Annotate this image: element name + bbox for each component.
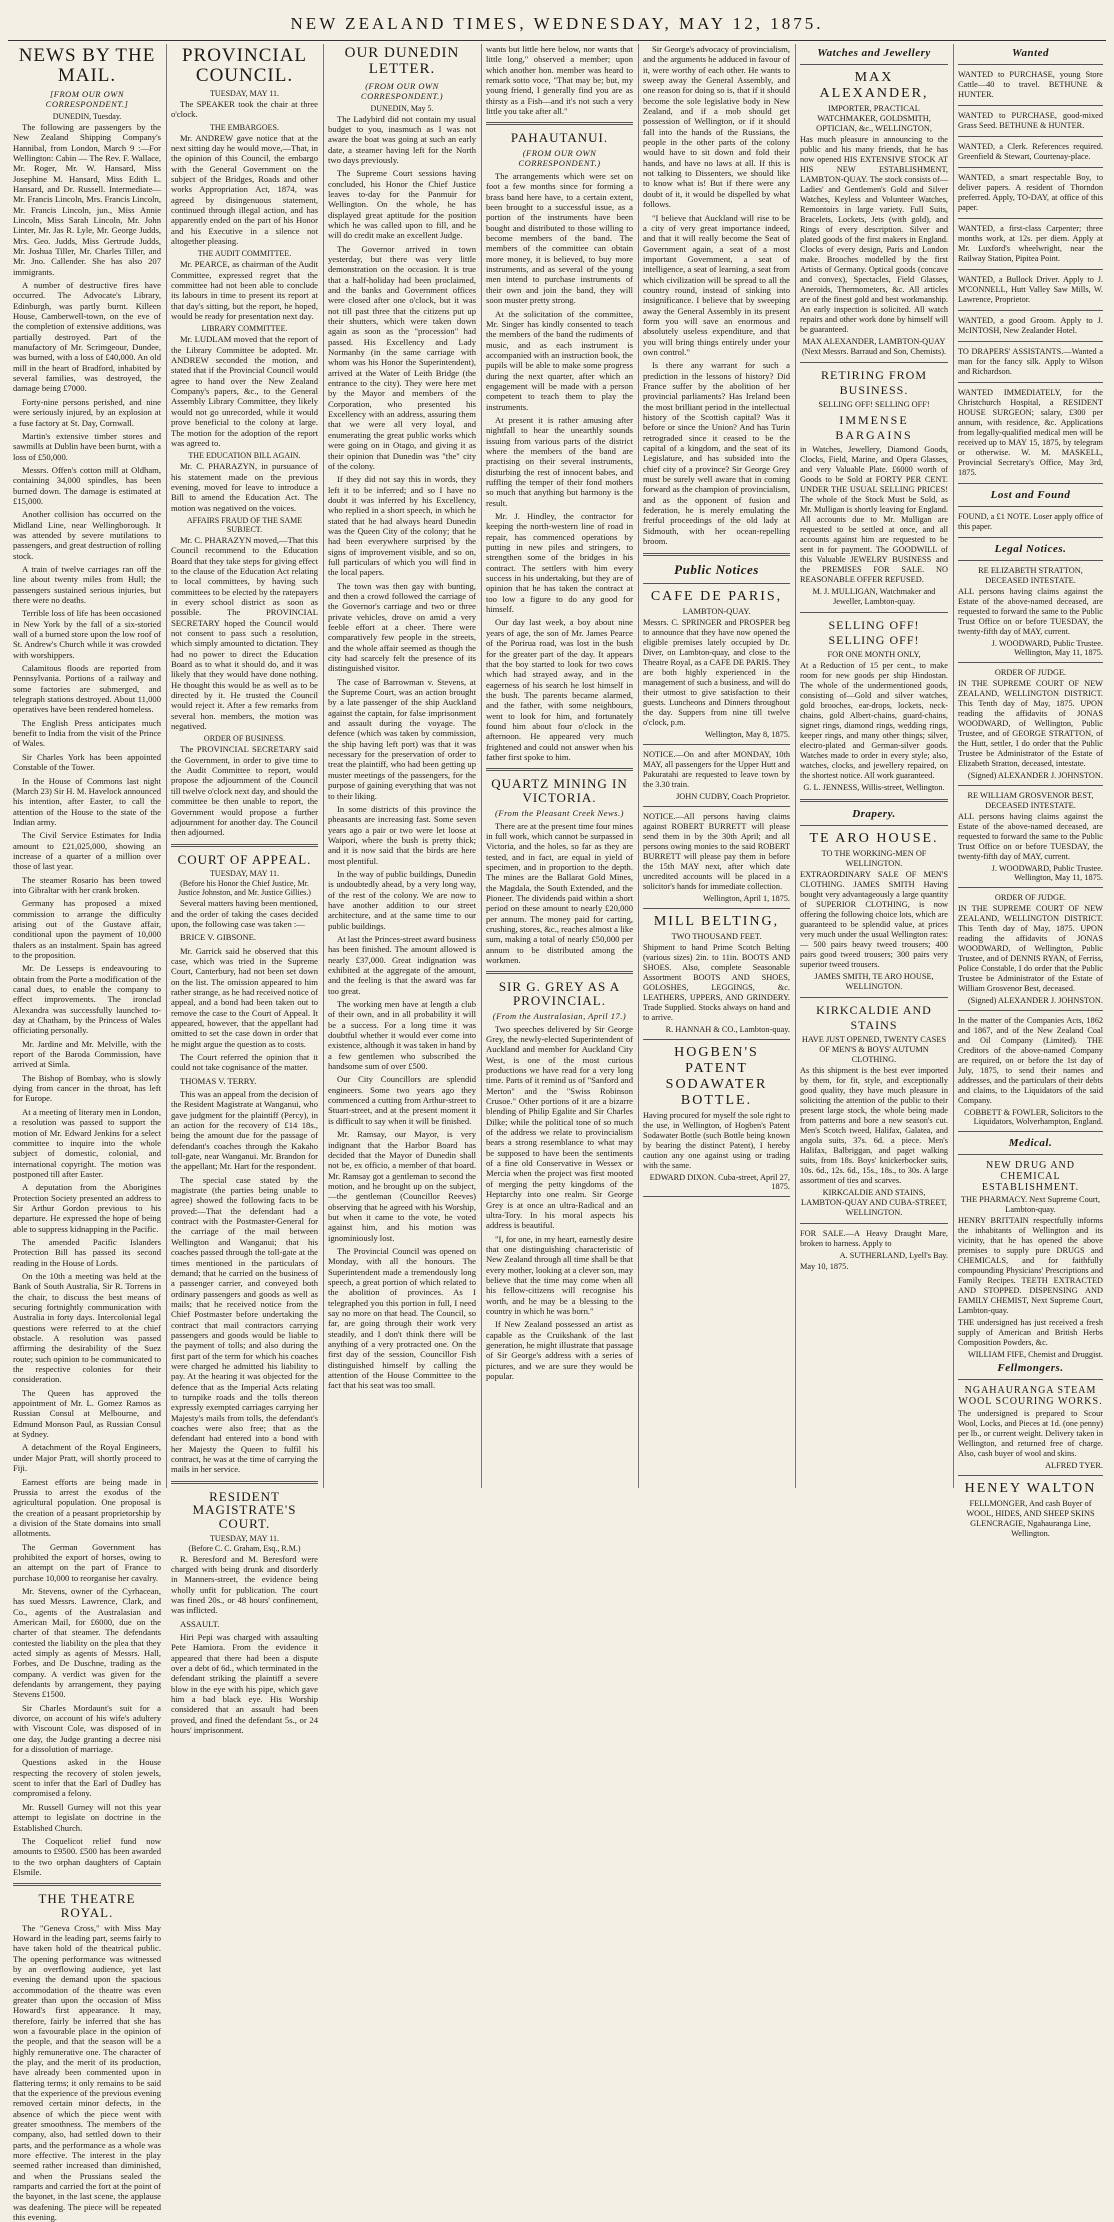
news-paragraph: Another collision has occurred on the Midland Line, near Wellingborough. It was attended by severe mutilations to passengers, and great destruction of rolling stock. (13, 509, 161, 561)
masthead-title: NEW ZEALAND TIMES, WEDNESDAY, MAY 12, 1875. (0, 14, 1114, 34)
council-paragraph: The PROVINCIAL SECRETARY said the Government, in order to give time to the Audit Committee to report, would propose the adjournment of the Council till twelve o'clock next day, and should the committee be then unable to report, the Government would propose a further adjournment for another day. The Council then adjourned. (171, 744, 318, 837)
notice-text: Having procured for myself the sole right to the use, in Wellington, of Hogben's Patent Sodawater Bottle (such Bottle being known by bearing the distinct Patent), I hereby caution any one against using or trading with the same. (643, 1111, 790, 1171)
section-rule (800, 799, 948, 802)
grey-continued (643, 44, 790, 547)
ad-rule (958, 1475, 1103, 1476)
news-paragraph: Mr. Stevens, owner of the Cyrhacean, has sued Messrs. Lawrence, Clark, and Co., agents of the Australasian and American Mail, for £6000, due on the charter of that steamer. The defendants contested the liability on the plea that they acted simply as agents of Messrs. Hall, Forbes, and De Duschne, trading as the company. A verdict was given for the defendants by arrangement, they paying Stevens £1500. (13, 1586, 161, 1700)
news-paragraph: At a meeting of literary men in London, a resolution was passed to support the motion of Mr. Edward Jenkins for a select committee to inquire into the whole subject of domestic, colonial, and international copyright. The motion was postponed till after Easter. (13, 1107, 161, 1179)
grey-source: (From the Australasian, April 17.) (486, 1011, 633, 1021)
news-paragraph: The Bishop of Bombay, who is slowly dying from cancer in the throat, has left for Europe. (13, 1073, 161, 1104)
kirk-sub: HAVE JUST OPENED, TWENTY CASES OF MEN'S & BOYS' AUTUMN CLOTHING. (800, 1035, 948, 1065)
victoria-title: QUARTZ MINING IN VICTORIA. (486, 777, 633, 804)
dunedin-paragraph: The Governor arrived in town yesterday, but there was very little demonstration on the occasion. It is true that a half-holiday had been proclaimed, and the banks and Government offices were closed after one o'clock, but it was not till past three that the citizens put up their shutters, which were taken down again as soon as the "procession" had passed. His Excellency and Lady Normanby (in the same carriage with whom was his Honor the Superintendent), arrived at the Water of Leith Bridge (the entrance to the city). They were here met by the Mayor and members of the Corporation, who presented his Excellency with an address, assuring them that we were all very loyal, and enumerating the great public works which were going on in Otago, and giving it as their opinion that Dunedin was "the" city of the colony. (328, 244, 476, 472)
section-rule (171, 844, 318, 847)
ad-rule (958, 887, 1103, 888)
footer-date: May 10, 1875. (800, 1262, 948, 1272)
kirk-head: KIRKCALDIE AND STAINS (800, 1003, 948, 1033)
legal-text: IN THE SUPREME COURT OF NEW ZEALAND, WELLINGTON DISTRICT. This Tenth day of May, 1875. UPON reading the affidavits of JONAS WOODWARD, of Wellington, Public Trustee, and of GEORGE STRATTON, of the Hutt, settler, I do order that the Public Trustee be Administrator of the Estate of Elizabeth Stratton, deceased, intestate. (958, 679, 1103, 769)
appeal-body (171, 898, 318, 1475)
pahautanui-paragraph: At the solicitation of the committee, Mr. Singer has kindly consented to teach the members of the band the rudiments of music, and as each instrument is accompanied with an instruction book, the pupils will be able to make some progress during the next quarter, after which an engagement will be made with a person competent to teach them to play the instruments. (486, 309, 633, 412)
alexander-sig: MAX ALEXANDER, LAMBTON-QUAY (Next Messrs. Barraud and Son, Chemists). (800, 337, 948, 357)
retiring-big: IMMENSE BARGAINS (800, 413, 948, 443)
wanted-ad: WANTED, a Bullock Driver. Apply to J. M'CONNELL, Hutt Valley Saw Mills, W. Lawrence, Proprietor. (958, 275, 1103, 305)
appeal-paragraph: The special case stated by the magistrate (the parties being unable to agree) showed the following facts to be proved:—That the defendant had a contract with the Postmaster-General for the carriage of the mail between Wellington and Wanganui; that his coaches passed through the toll-gate at the times mentioned in the particulars of demand; that he carried on the business of a passenger carrier, and conveyed both ordinary passengers and goods as well as mails; that he received notice from the Chief Postmaster before undertaking the contract that mail contractors carrying passengers and goods would be liable to the payment of tolls; and also during the first part of the term for which his coaches were charged he admitted his liability to pay. At the hearing it was objected for the defence that as the Imperial Acts relating to turnpike roads and the tolls thereon expressly exempted carriages carrying her Majesty's mails from tolls, the defendant's coaches were also free; that as the defendant had entered into a bond with her Majesty the Queen to fulfil his contract, he was at the time of carrying the mails in her service. (171, 1175, 318, 1475)
legal-list (958, 566, 1103, 1132)
dunedin-paragraph: The Ladybird did not contain my usual budget to you, inasmuch as I was not aware the boat was going at such an early date, a steamer having left for the North two days previously. (328, 114, 476, 166)
appeal-paragraph: This was an appeal from the decision of the Resident Magistrate at Wanganui, who gave judgment for the plaintiff (Percy), in an action for the recovery of £14 18s., being the amount due for the passage of defendant's coaches through the Kakaho toll-gate, near Wanganui. Mr. Brandon for the appellant; Mr. Hart for the respondent. (171, 1089, 318, 1172)
section-rule (486, 768, 633, 771)
council-paragraph: Mr. PEARCE, as chairman of the Audit Committee, expressed regret that the committee had not been able to conclude its labours in time to present its report at that day's sitting, but the report, he hoped, would be ready for presentation next day. (171, 259, 318, 321)
appeal-title: COURT OF APPEAL. (171, 853, 318, 867)
council-section-head: LIBRARY COMMITTEE. (171, 324, 318, 333)
ad-rule (800, 612, 948, 613)
dunedin-paragraph: In some districts of this province the pheasants are increasing fast. Some seven years ago a pair or two were let loose at Waipori, where the bush is pretty thick; and it is now said that the birds are here most plentiful. (328, 804, 476, 866)
ad-rule (958, 382, 1103, 383)
theatre-body (13, 1923, 161, 2222)
fell-title: Fellmongers. (958, 1362, 1103, 1374)
dunedin-paragraph: The case of Barrowman v. Stevens, at the Supreme Court, was an action brought by a late passenger of the ship Auckland against the captain, for false imprisonment and assault during the voyage. The defence (which was taken by commission, the ship having left port) was that it was necessary for the preservation of order to treat the plaintiff, who had been getting up muster meetings of the passengers, for the purpose of gaining everything that was not to their liking. (328, 677, 476, 801)
wanted-title: Wanted (958, 47, 1103, 59)
legal-head: RE WILLIAM GROSVENOR BEST, DECEASED INTESTATE. (958, 791, 1103, 811)
dunedin-paragraph: Our City Councillors are splendid engineers. Some two years ago they commenced a cutting from Arthur-street to Stuart-street, and at the present moment it is difficult to say when it will be finished. (328, 1074, 476, 1126)
theatre-paragraph: The "Geneva Cross," with Miss May Howard in the leading part, seems fairly to have taken hold of the theatrical public. The opening performance was witnessed by an overflowing audience, yet last evening the demand upon the spacious accommodation of the theatre was even greater than upon the occasion of Miss Howard's first appearance. It may, therefore, fairly be inferred that she has won a favourable place in the opinion of the people, and that the season will be a highly remunerative one. The character of the play, and the merit of its production, have already been commented upon in flattering terms; it only remains to be said that the experience of the previous evening removed certain minor defects, in the absence of which the piece went with greater smoothness. The members of the company, also, had settled down to their parts, and the performance as a whole was more effective. The interest in the play seemed rather increased than diminished, and when the Prussians sealed the ramparts and carried the fort at the point of the bayonet, in the last scene, the applause was deafening. The piece will be repeated this evening. (13, 1923, 161, 2222)
news-paragraph: The amended Pacific Islanders Protection Bill has passed its second reading in the House of Lords. (13, 1237, 161, 1268)
walton-head: HENEY WALTON (958, 1481, 1103, 1497)
council-opening: The SPEAKER took the chair at three o'clock. (171, 99, 318, 120)
walton-text: FELLMONGER, And cash Buyer of WOOL, HIDES, AND SHEEP SKINS GLENCRAGIE, Ngahauranga Line, Wellington. (958, 1499, 1103, 1539)
pahautanui-body (486, 171, 633, 762)
legal-sig: (Signed) ALEXANDER J. JOHNSTON. (958, 996, 1103, 1005)
council-paragraph: Mr. C. PHARAZYN moved,—That this Council recommend to the Education Board that they take steps for giving effect to the clause of the Education Act relating to local committees, by having such committees to be elected by the ratepayers in every school district as soon as possible. The PROVINCIAL SECRETARY hoped the Council would not consent to pass such a resolution, which simply amounted to dictation. They had no power to direct the Education Board as to what it should do, and it was likely that they would have done nothing. He thought this would be as well as to be directed by it. He trusted the Council would reject it. After a few remarks from several hon. members, the motion was negatived. (171, 535, 318, 732)
section-rule (486, 971, 633, 974)
appeal-paragraph: BRICE V. GIBSONE. (171, 932, 318, 942)
council-dateline: TUESDAY, MAY 11. (171, 89, 318, 98)
council-section-head: THE EMBARGOES. (171, 123, 318, 132)
news-paragraph: Questions asked in the House respecting the recovery of stolen jewels, scent to infer that the Earl of Dudley has compromised a felony. (13, 1757, 161, 1798)
news-paragraph: The Civil Service Estimates for India amount to £21,025,000, showing an increase of a quarter of a million over those of last year. (13, 830, 161, 871)
section-rule (486, 122, 633, 125)
news-paragraph: The Queen has approved the appointment of Mr. L. Gomez Ramos as Russian Consul at Melbourne, and Edmund Monson Paul, as Russian Consul at Sydney. (13, 1388, 161, 1440)
grey-paragraph: If New Zealand possessed an artist as capable as the Cruikshank of the last generation, he might illustrate that passage of Sir George's address with a series of pictures, and we are sure they would be popular. (486, 1319, 633, 1381)
council-section-body (171, 744, 318, 837)
legal-sig: J. WOODWARD, Public Trustee. Wellington, May 11, 1875. (958, 864, 1103, 882)
medical-text: HENRY BRITTAIN respectfully informs the inhabitants of Wellington and its vicinity, that he has opened the above premises to supply pure DRUGS and CHEMICALS, and for faithfully compounding Physicians' Prescriptions and Family Recipes. TEETH EXTRACTED AND STOPPED. DISPENSING AND FAMILY CHEMIST, Next Supreme Court, Lambton-quay. (958, 1216, 1103, 1316)
dunedin-paragraph: In the way of public buildings, Dunedin is undoubtedly ahead, by a very long way, of the rest of the colony. We are now to have another addition to our street architecture, and at the same time to our public buildings. (328, 869, 476, 931)
victoria-body (486, 821, 633, 966)
column-dunedin-letter (323, 44, 481, 1488)
medical-sub: THE PHARMACY. Next Supreme Court, Lambton-quay. (958, 1195, 1103, 1215)
grey-continued-paragraph: Is there any warrant for such a prediction in the lessons of history? Did France suffer by the abolition of her provincial parliaments? Has Ireland been the most brilliant period in the intellectual history of the Scottish capital? Was it before or since the Union? And has Turin retrograded since it ceased to be the capital of a kingdom, and the seat of its Legislature, and has subsided into the chief city of a province? Sir George Grey must be surely well aware that in coming forward as the champion of provincialism, and as the opponent of fusion and federation, he is merely emulating the fretful proceedings of the old lady at Sidmouth, with her ocean-repelling broom. (643, 360, 790, 546)
section-rule (958, 560, 1103, 561)
notice-sig: Wellington, April 1, 1875. (643, 894, 790, 903)
resident-date: TUESDAY, MAY 11. (171, 1534, 318, 1543)
resident-paragraph: R. Beresford and M. Beresford were charged with being drunk and disorderly in Manners-street, the evidence being wholly unfit for publication. The court was fined 20s., or 48 hours' confinement, was inflicted. (171, 1554, 318, 1616)
resident-bench: (Before C. C. Graham, Esq., R.M.) (171, 1544, 318, 1553)
ad-rule (800, 362, 948, 363)
news-paragraph: Mr. Russell Gurney will not this year attempt to legislate on doctrine in the Established Church. (13, 1802, 161, 1833)
notice-head: CAFE DE PARIS, (643, 589, 790, 605)
council-paragraph: Mr. C. PHARAZYN, in pursuance of his statement made on the previous evening, moved for leave to introduce a Bill to amend the Education Act. The motion was negatived on the voices. (171, 461, 318, 513)
news-paragraph: The English Press anticipates much benefit to India from the visit of the Prince of Wales. (13, 718, 161, 749)
council-paragraph: Mr. LUDLAM moved that the report of the Library Committee be adopted. Mr. ANDREW seconded the motion, and stated that if the Provincial Council would agree to hand over the New Zealand Company's papers, &c., to the General Assembly Library Committee, they likely would not go unrecorded, while it would prove beneficial to the colony at large. The motion for the adoption of the report was agreed to. (171, 334, 318, 448)
watches-title: Watches and Jewellery (800, 47, 948, 59)
council-paragraph: Mr. ANDREW gave notice that at the next sitting day he would move,—That, in the opinion of this Council, the embargo with the General Government on the subject of the Bridges, Roads and other works Appropriation Act, 1874, was agreed by disingenuous statement, continued through illegal action, and has apparently ended on the part of his Honor and his Executive in a silence not altogether pleasing. (171, 133, 318, 247)
section-rule (643, 583, 790, 584)
dunedin-paragraph: Mr. Ramsay, our Mayor, is very indignant that the Harbor Board has decided that the Mayor of Dunedin shall not be, ex officio, a member of that board. Mr. Ramsay got a gentleman to second the motion, and he brought up on the subject,—the gentleman (Councillor Reeves) observing that he agreed with his Worship, but when it came to the vote, he voted against him, and his motion was ignominiously lost. (328, 1129, 476, 1243)
medical-text2: THE undersigned has just received a fresh supply of American and British Herbs Composition Powders, &c. (958, 1318, 1103, 1348)
appeal-paragraph: Mr. Garrick said he observed that this case, which was tried in the Supreme Court, Canterbury, had not been set down on the list. The omission appeared to him rather strange, as he had received notice of appeal, and a bond had been taken out to remove the case to the Court of Appeal. It appeared, however, that the appellant had omitted to set the case down in order that he might argue the question as to costs. (171, 946, 318, 1049)
theatre-title: THE THEATRE ROYAL. (13, 1892, 161, 1919)
wanted-ad: WANTED, a smart respectable Boy, to deliver papers. A resident of Thorndon preferred. Apply, TO-DAY, at office of this paper. (958, 173, 1103, 213)
sale-sig: A. SUTHERLAND, Lyell's Bay. (800, 1251, 948, 1260)
news-title: NEWS BY THE MAIL. (13, 46, 161, 86)
wanted-ad: WANTED, a Clerk. References required. Greenfield & Stewart, Courtenay-place. (958, 142, 1103, 162)
legal-sig: (Signed) ALEXANDER J. JOHNSTON. (958, 771, 1103, 780)
notice-text: NOTICE.—On and after MONDAY, 10th MAY, all passengers for the Upper Hutt and Pakuratahi are requested to leave town by the 3.30 train. (643, 750, 790, 790)
resident-paragraph: Hiri Pepi was charged with assaulting Pete Hamiora. From the evidence it appeared that there had been a dispute over a debt of 6d., which terminated in the defendant striking the plaintiff a severe blow in the eye with his pipe, which gave him a bad black eye. His Worship considered that an assault had been proved, and fined the defendant 5s., or 24 hours' imprisonment. (171, 1632, 318, 1735)
wanted-ad: WANTED to PURCHASE, young Store Cattle—40 to travel. BETHUNE & HUNTER. (958, 70, 1103, 100)
selling-head: SELLING OFF! SELLING OFF! (800, 618, 948, 648)
aro-text: EXTRAORDINARY SALE OF MEN'S CLOTHING. JAMES SMITH Having bought very advantageously a large quantity of SUPERIOR CLOTHING, is now offering the following choice lots, which are guaranteed to be splendid value, at prices very much under the usual Wellington rates:— 500 pairs heavy tweed trousers; 400 pairs good tweed trousers; 300 pairs very superior tweed trousers. (800, 870, 948, 970)
grey-paragraph: Two speeches delivered by Sir George Grey, the newly-elected Superintendent of Auckland and member for Auckland City West, is one of the most curious productions we have read for a very long time. Parts of it remind us of "Sanford and Merton" and the "Swiss Robinson Crusoe." Other portions of it are a bizarre blending of Philip Egalite and Sir Charles Dilke; while the political tone of so much of the address we relate to provincialism bears a strong resemblance to what may be supposed to have been the sentiments of a fine old Conservative in Wessex or Mercia when the project was first mooted of merging the petty kingdoms of the Heptarchy into one realm. Sir George Grey is at once an ultra-Radical and an ultra-Tory. In his moral aspects his address is beautiful. (486, 1024, 633, 1231)
news-paragraph: The following are passengers by the New Zealand Shipping Company's Hannibal, from London, March 9 :—For Wellington: Cabin — The Rev. F. Wallace, Mr. Roger, Mr. W. Hansard, Miss Josephine M. Hansard, Miss Edith L. Hansard, and Dr. Russell. Intermediate—Mr. Francis Lincoln, Mrs. Francis Lincoln, Mr. Francis Lincoln, jun., Miss Annie Lincoln, Miss Sarah Lincoln, Mr. John Linter, Mr. Jas R. Lyle, Mr. George Judds, Mrs. Geo. Judds, Miss Gertrude Judds, Mr. Joshua Tiller, Mr. Charles Tiller, and Mr. Jno. Callender. She has also 207 immigrants. (13, 122, 161, 277)
section-rule (958, 1379, 1103, 1380)
retiring-sub: SELLING OFF! SELLING OFF! (800, 400, 948, 410)
ad-rule (643, 1039, 790, 1040)
legal-title: Legal Notices. (958, 543, 1103, 555)
news-paragraph: Mr. Jardine and Mr. Melville, with the report of the Baroda Commission, have arrived at Simla. (13, 1039, 161, 1070)
pahautanui-paragraph: The arrangements which were set on foot a few months since for forming a brass band here have, to a certain extent, been brought to a successful issue, as a portion of the instruments have been bought and distributed to those willing to become members of the band. The members of the committee can obtain more money, it is believed, to buy more instruments, and as several of the young men intend to purchase instruments of their own and join the band, they will soon muster pretty strong. (486, 171, 633, 305)
news-paragraph: Germany has proposed a mixed commission to arrange the difficulty arising out of the Gustave affair, conditional upon the payment of 10,000 thalers as an instalment. Spain has agreed to the proposition. (13, 898, 161, 960)
pahautanui-paragraph: Our day last week, a boy about nine years of age, the son of Mr. James Pearce of the Porirua road, was lost in the bush for the greater part of the day. It appears that the boy started to look for two cows which had strayed away, and in the eagerness of his search he lost himself in the bush. The parents became alarmed, and the father, with some neighbours, went to look for him, and fortunately found him about four o'clock in the afternoon. He appeared very much frightened and could not answer when his father first spoke to him. (486, 617, 633, 762)
dunedin-paragraph: The Provincial Council was opened on Monday, with all the honours. The Superintendent made a tremendously long speech, a great portion of which related to the abolition of provinces. As I telegraphed you this portion in full, I need say no more on that head. The Council, so far, are going through their work very steadily, and I don't think there will be anything of a very protracted one. On the first day of the session, Councillor Fish distinguished himself by calling the attention of the House Committee to the fact that his seat was too small. (328, 1246, 476, 1391)
notice-text: Messrs. C. SPRINGER and PROSPER beg to announce that they have now opened the eligible premises lately occupied by Dr. Diver, on Lambton-quay, and close to the Theatre Royal, as a CAFE DE PARIS. They are both highly experienced in the management of such a business, and will do their utmost to give satisfaction to their guests. Luncheons and Dinners throughout the day. Suppers from nine till twelve o'clock, p.m. (643, 618, 790, 728)
wanted-ad: WANTED, a first-class Carpenter; three months work, at 12s. per diem. Apply at Mr. Luxford's wheelwright, near the Railway Station, Pipitea Point. (958, 224, 1103, 264)
notice-sub: TWO THOUSAND FEET. (643, 932, 790, 942)
dunedin-title: OUR DUNEDIN LETTER. (328, 46, 476, 78)
retiring-sig: M. J. MULLIGAN, Watchmaker and Jeweller, Lambton-quay. (800, 587, 948, 607)
dunedin-paragraph: The working men have at length a club of their own, and in all probability it will be a success. For a long time it was doubtful whether it would ever come into existence, although it was taken in hand by a few gentlemen who subscribed the handsome sum of over £500. (328, 999, 476, 1071)
news-paragraph: Terrible loss of life has been occasioned in New York by the fall of a six-storied wall of a burned store upon the low roof of St. Andrew's Church while it was crowded with worshippers. (13, 608, 161, 660)
news-paragraph: A train of twelve carriages ran off the line about twenty miles from Hull; the passengers sustained serious injuries, but there were no deaths. (13, 564, 161, 605)
pahautanui-source: (FROM OUR OWN CORRESPONDENT.) (486, 148, 633, 168)
medical-head: NEW DRUG AND CHEMICAL ESTABLISHMENT. (958, 1160, 1103, 1193)
dunedin-paragraph: At last the Princes-street award business has been finished. The amount allowed is nearly £37,000. Great indignation was exhibited at the aggregate of the amount, and the feeling is that the award was far too great. (328, 934, 476, 996)
news-paragraph: The steamer Rosario has been towed into Gibraltar with her crank broken. (13, 875, 161, 896)
column-news-by-mail (8, 44, 166, 1488)
appeal-paragraph: The Court referred the opinion that it could not take cognisance of the matter. (171, 1052, 318, 1073)
grey-paragraph: "I, for one, in my heart, earnestly desire that one distinguishing characteristic of New Zealand through all time shall be that every mother, looking at a clever son, may believe that the time may come when all his fellow-citizens will recognise his worth, and he may be a blessing to the country in which he was born." (486, 1234, 633, 1317)
ad-rule (958, 1010, 1103, 1011)
wanted-ad: WANTED IMMEDIATELY, for the Christchurch Hospital, a RESIDENT HOUSE SURGEON; salary, £300 per annum, with residence, &c. Applications from legally-qualified medical men will be received up to MAY 15, 1875, by telegram or otherwise. W. M. MASKELL, Provincial Secretary's Office, May 3rd, 1875. (958, 388, 1103, 478)
council-title: PROVINCIAL COUNCIL. (171, 46, 318, 86)
alexander-sub: IMPORTER, PRACTICAL WATCHMAKER, GOLDSMITH, OPTICIAN, &c., WELLINGTON, (800, 104, 948, 134)
grey-title: SIR G. GREY AS A PROVINCIAL. (486, 980, 633, 1007)
alexander-head: MAX ALEXANDER, (800, 70, 948, 102)
column-pahautanui (481, 44, 638, 1488)
legal-text: IN THE SUPREME COURT OF NEW ZEALAND, WELLINGTON DISTRICT. This Tenth day of May, 1875. UPON reading the affidavits of JONAS WOODWARD, of Wellington, Public Trustee, and of DENNIS RYAN, of Ferriss, Police Constable, I do order that the Public Trustee be Administrator of the Estate of William Grosvenor Best, deceased. (958, 904, 1103, 994)
continued-text: wants but little here below, nor wants that little long," observed a member; upon which another hon. member was heard to remark sotto voce, "That may be; but, my young friend, I generally find you are as thirsty as a Fish—and it's not such a very little you take after all." (486, 44, 633, 116)
column-watches-drapery (795, 44, 953, 1488)
council-section-head: ORDER OF BUSINESS. (171, 734, 318, 743)
council-section-head: AFFAIRS FRAUD OF THE SAME SUBJECT. (171, 516, 318, 534)
column-wanted-legal (953, 44, 1108, 1488)
masthead-rule (8, 40, 1106, 41)
notice-sig: Wellington, May 8, 1875. (643, 730, 790, 739)
ad-rule (958, 105, 1103, 106)
ad-rule (958, 218, 1103, 219)
news-paragraph: Mr. De Lesseps is endeavouring to obtain from the Porte a modification of the canal dues, to enable the company to effect improvements. The ironclad Alexandra was successfully launched to-day at Chatham, by the Princess of Wales officiating personally. (13, 963, 161, 1035)
kirk-sig: KIRKCALDIE AND STAINS, LAMBTON-QUAY AND CUBA-STREET, WELLINGTON. (800, 1188, 948, 1218)
pahautanui-title: PAHAUTANUI. (486, 131, 633, 145)
ad-rule (958, 341, 1103, 342)
ad-rule (958, 310, 1103, 311)
wanted-ad: WANTED to PURCHASE, good-mixed Grass Seed. BETHUNE & HUNTER. (958, 111, 1103, 131)
dunedin-source: (FROM OUR OWN CORRESPONDENT.) (328, 81, 476, 101)
ad-rule (958, 483, 1103, 484)
legal-text: ALL persons having claims against the Estate of the above-named deceased, are requested to forward the same to the Public Trust Office on or before TUESDAY, the twenty-fifth day of MAY, current. (958, 812, 1103, 862)
section-rule (958, 1154, 1103, 1155)
section-rule (171, 1481, 318, 1484)
wanted-ad: TO DRAPERS' ASSISTANTS.—Wanted a man for the fancy silk. Apply to Wilson and Richardson. (958, 347, 1103, 377)
ad-rule (958, 136, 1103, 137)
grey-body (486, 1024, 633, 1382)
resident-title: RESIDENT MAGISTRATE'S COURT. (171, 1490, 318, 1531)
news-paragraph: The Coquelicot relief fund now amounts to £9500. £500 has been awarded to the two orphan daughters of Captain Elsmile. (13, 1836, 161, 1877)
fell-text: The undersigned is prepared to Scour Wool, Locks, and Pieces at 1d. (one penny) per lb., or current weight. Delivery taken in Wellington, and returned free of charge. Also, cash buyer of wool and skins. (958, 1409, 1103, 1459)
notice-sig: EDWARD DIXON. Cuba-street, April 27, 1875. (643, 1173, 790, 1191)
section-rule (958, 506, 1103, 507)
column-provincial-council (166, 44, 323, 1488)
section-rule (800, 64, 948, 65)
appeal-paragraph: Several matters having been mentioned, and the order of taking the cases decided upon, the following case was taken :— (171, 898, 318, 929)
ad-rule (958, 1131, 1103, 1132)
grey-continued-paragraph: Sir George's advocacy of provincialism, and the arguments he adduced in favour of it, were worthy of each other. He wants to sweep away the General Assembly, and one reason for doing so is, that if it should become the sole legislative body in New Zealand, and if a mob should get possession of Wellington, or if it should fall into the hands of the Russians, the people in the other parts of the colony would have to sit down and fold their hands, and have no laws at all. If this is not talking to Dissenters, we should like to know what is! But if there were any doubt of it, it would be dispelled by what follows. (643, 44, 790, 210)
appeal-date: TUESDAY, MAY 11. (171, 869, 318, 878)
aro-head: TE ARO HOUSE. (800, 831, 948, 847)
grey-continued-paragraph: "I believe that Auckland will rise to be a city of very great importance indeed, and that it will really become the Seat of Government again, a seat of a most important Government, a seat of intelligence, a seat of learning, a seat from which civilization will be spread to all the country round, instead of sinking into insignificance. I believe that by sweeping away the General Assembly in its present form you will save an enormous and absolutely useless expenditure, and that you will bring things entirely under your own control." (643, 213, 790, 358)
notice-sub: LAMBTON-QUAY. (643, 607, 790, 617)
ad-rule (643, 744, 790, 745)
legal-head: ORDER OF JUDGE. (958, 668, 1103, 678)
ad-rule (800, 997, 948, 998)
notice-sig: R. HANNAH & CO., Lambton-quay. (643, 1025, 790, 1034)
medical-sig: WILLIAM FIFE, Chemist and Druggist. (958, 1350, 1103, 1359)
news-paragraph: Forty-nine persons perished, and nine were seriously injured, by an explosion at a fuse factory at St. Day, Cornwall. (13, 397, 161, 428)
news-paragraph: Earnest efforts are being made in Prussia to arrest the exodus of the agricultural population. One proposal is the creation of a peasant proprietorship by a division of the State domains into small allotments. (13, 1477, 161, 1539)
public-notices-title: Public Notices (643, 562, 790, 578)
ad-rule (643, 806, 790, 807)
news-body (13, 122, 161, 1877)
council-section-body (171, 133, 318, 247)
notice-text: NOTICE.—All persons having claims against ROBERT BURRETT will please send them in by the 30th April; and all persons owing monies to the said ROBERT BURRETT will please pay them in before the 15th MAY next, after which date uncredited accounts will be placed in a solicitor's hands for immediate collection. (643, 812, 790, 892)
public-notices-list (643, 589, 790, 1197)
news-paragraph: On the 10th a meeting was held at the Bank of South Australia, Sir R. Torrens in the chair, to discuss the best means of securing fortnightly communication with Australia in forty days. Intercolonial legal questions were referred to at the chief obstacle. A resolution was passed affirming the desirability of the Suez route; such opinion to be communicated to the respective colonies for their consideration. (13, 1271, 161, 1385)
notice-text: Shipment to hand Prime Scotch Belting (various sizes) 2in. to 11in. BOOTS AND SHOES. Also, complete Seasonable Assortment BOOTS AND SHOES, GOLOSHES, LEGGINGS, &c. LEATHERS, UPPERS, AND GRINDERY. Trade Supplied. Stocks always on hand and to arrive. (643, 943, 790, 1023)
section-rule (643, 553, 790, 556)
wanted-list (958, 70, 1103, 484)
news-paragraph: A detachment of the Royal Engineers, under Major Pratt, will shortly proceed to Fiji. (13, 1442, 161, 1473)
sale-text: FOR SALE.—A Heavy Draught Mare, broken to harness. Apply to (800, 1229, 948, 1249)
council-section-body (171, 259, 318, 321)
alexander-text: Has much pleasure in announcing to the public and his many friends, that he has now opened HIS EXTENSIVE STOCK AT HIS NEW ESTABLISHMENT, LAMBTON-QUAY. The stock consists of—Ladies' and Gentlemen's Gold and Silver Watches, Keyless and Volunteer Watches, Remontoirs in large variety. Full Suits, Bracelets, Lockets, Jets (with gold), and Rings of every description. Silver and plated goods of the first makers in England. Clocks of every design, Paris and London make. Brooches modelled by the first Artists of Germany. Optical goods (concave and convex), Spectacles, Field Glasses, Aneroids, Thermometers, &c. All articles are of the finest gold and best workmanship. An early inspection is solicited. All watch repairs and other work done by himself will be guaranteed. (800, 135, 948, 335)
council-sections (171, 123, 318, 838)
victoria-source: (From the Pleasant Creek News.) (486, 808, 633, 818)
section-rule (958, 64, 1103, 65)
ad-rule (958, 662, 1103, 663)
dunedin-paragraph: The Supreme Court sessions having concluded, his Honor the Chief Justice leaves to-day for the Panmuir for Wellington. On the whole, he has displayed great aptitude for the position which he was called upon to fill, and he will do credit make an excellent Judge. (328, 168, 476, 240)
legal-sig: COBBETT & FOWLER, Solicitors to the Liquidators, Wolverhampton, England. (958, 1108, 1103, 1126)
resident-body (171, 1554, 318, 1736)
council-section-head: THE AUDIT COMMITTEE. (171, 249, 318, 258)
legal-head: RE ELIZABETH STRATTON, DECEASED INTESTATE. (958, 566, 1103, 586)
retiring-text: in Watches, Jewellery, Diamond Goods, Clocks, Field, Marine, and Opera Glasses, and very Valuable Plate. £6000 worth of Goods to be Sold at FORTY PER CENT. UNDER THE USUAL SELLING PRICES! The whole of the Stock Must be Sold, as Mr. Mulligan is shortly leaving for England. All accounts due to Mr. Mulligan are requested to be settled at once, and all accounts against him are requested to be sent in for payment. The GOODWILL of this Valuable JEWELRY BUSINESS and the PREMISES FOR SALE. NO REASONABLE OFFER REFUSED. (800, 445, 948, 585)
news-paragraph: Sir Charles Mordaunt's suit for a divorce, on account of his wife's adultery with Viscount Cole, was disposed of in one day, the Judge granting a decree nisi for a dissolution of marriage. (13, 1703, 161, 1755)
ad-rule (643, 1196, 790, 1197)
section-rule (958, 537, 1103, 538)
lost-text: FOUND, a £1 NOTE. Loser apply office of this paper. (958, 512, 1103, 532)
news-paragraph: In the House of Commons last night (March 23) Sir H. M. Havelock announced his intention, after Easter, to call the attention of the House to the state of the Indian army. (13, 776, 161, 828)
ad-rule (958, 167, 1103, 168)
legal-text: ALL persons having claims against the Estate of the above-named deceased, are requested to forward the same to the Public Trust Office on or before TUESDAY, the twenty-fifth day of MAY, current. (958, 587, 1103, 637)
appeal-paragraph: THOMAS V. TERRY. (171, 1076, 318, 1086)
ad-rule (958, 269, 1103, 270)
notice-sig: JOHN CUDBY, Coach Proprietor. (643, 792, 790, 801)
kirk-text: As this shipment is the best ever imported by them, for fit, style, and exceptionally good quality, they have much pleasure in soliciting the attention of the public to their present large stock, the whole being made from patterns and bore a new season's cut. Men's Scotch tweed, Halifax, Galatea, and angola suits, 37s. 6d. a piece. Men's Halifax, Balbriggan, and paget walking suits, from 18s. Boys' knickerbocker suits, 10s. 6d., 12s. 6d., 15s., 18s., to 30s. A large assortment of ties and scarves. (800, 1066, 948, 1186)
pahautanui-paragraph: Mr. J. Hindley, the contractor for keeping the north-western line of road in repair, has commenced operations by putting in new piles and stringers, to strengthen some of the bridges in his contract. The settlers with him every success in his undertaking, but they are of opinion that he has taken the contract at too low a figure to do any good for himself. (486, 511, 633, 614)
selling-sub: FOR ONE MONTH ONLY, (800, 650, 948, 660)
aro-sub: TO THE WORKING-MEN OF WELLINGTON. (800, 849, 948, 869)
ad-rule (800, 1223, 948, 1224)
dunedin-body (328, 114, 476, 1391)
council-section-head: THE EDUCATION BILL AGAIN. (171, 451, 318, 460)
selling-text: At a Reduction of 15 per cent., to make room for new goods per ship Hindostan. The whole of the undermentioned goods, consisting of—Gold and silver watches, gold brooches, ear-drops, lockets, neck-chains, gold Albert-chains, guard-chains, signet rings, diamond rings, wedding rings, keeper rings, and many other things; silver, electro-plated and German-silver goods. Watches made to order in every style; also, watches, clocks, and jewellery repaired, on the shortest notice. All work guaranteed. (800, 661, 948, 781)
ad-rule (643, 908, 790, 909)
dunedin-paragraph: The town was then gay with bunting, and then a crowd followed the carriage of the Governor's carriage and two or three private vehicles, drove on amid a very feeble effort at a cheer. There were comparatively few people in the streets, and the whole affair seemed as though the city had scarcely felt the presence of its distinguished visitor. (328, 581, 476, 674)
victoria-paragraph: There are at the present time four mines in full work, which cannot be surpassed in Victoria, and the holes, so far as they are tested, and in fact, are equal in yield of specimen, and in proportion to the depth. The mines are the Ballarat Gold Mines, the Magdala, the South Extended, and the Pioneer. The dividends paid within a short period on these amount to nearly £20,000 per annum. The money paid for carting, crushing, stores, &c., reaches almost a like sum, making a total of nearly £50,000 per annum to be distributed among the workmen. (486, 821, 633, 966)
aro-sig: JAMES SMITH, TE ARO HOUSE, WELLINGTON. (800, 972, 948, 992)
fell-sig: ALFRED TYER. (958, 1461, 1103, 1470)
selling-sig: G. L. JENNESS, Willis-street, Wellington. (800, 783, 948, 793)
notice-head: HOGBEN'S PATENT SODAWATER BOTTLE. (643, 1045, 790, 1109)
council-section-body (171, 334, 318, 448)
wanted-ad: WANTED, a good Groom. Apply to J. McINTOSH, New Zealander Hotel. (958, 316, 1103, 336)
news-source: [FROM OUR OWN CORRESPONDENT.] (13, 89, 161, 109)
drapery-title: Drapery. (800, 808, 948, 820)
ad-rule (958, 785, 1103, 786)
resident-paragraph: ASSAULT. (171, 1619, 318, 1629)
dunedin-paragraph: If they did not say this in words, they left it to be inferred; and so I have no doubt it was inferred by his Excellency, who replied in a short speech, in which he stated that he had always heard Dunedin was the Queen City of the colony; that he had been everywhere surprised by the signs of improvement visible, and so on, full particulars of which you will find in the local papers. (328, 474, 476, 577)
news-paragraph: Martin's extensive timber stores and sawmills at Dublin have been burnt, with a loss of £50,000. (13, 431, 161, 462)
notice-head: MILL BELTING, (643, 914, 790, 930)
fell-head: NGAHAURANGA STEAM WOOL SCOURING WORKS. (958, 1385, 1103, 1407)
pahautanui-paragraph: At present it is rather amusing after nightfall to hear the unearthly sounds issuing from various parts of the district where the members of the band are practising on their several instruments, disturbing the rest of innocent babes, and ruffling the temper of their fond mothers so much that anything but harmony is the result. (486, 415, 633, 508)
medical-title: Medical. (958, 1137, 1103, 1149)
news-paragraph: Calamitous floods are reported from Pennsylvania. Portions of a railway and some factories are submerged, and telegraph stations destroyed. About 11,000 operatives have been rendered homeless. (13, 663, 161, 715)
council-section-body (171, 535, 318, 732)
news-paragraph: Sir Charles York has been appointed Constable of the Tower. (13, 752, 161, 773)
legal-sig: J. WOODWARD, Public Trustee. Wellington, May 11, 1875. (958, 639, 1103, 657)
news-paragraph: A deputation from the Aborigines Protection Society presented an address to Sir Arthur Gordon previous to his departure. He expressed the hope of being able to suppress kidnapping in the Pacific. (13, 1182, 161, 1234)
section-rule (800, 825, 948, 826)
appeal-bench: (Before his Honor the Chief Justice, Mr. Justice Johnston, and Mr. Justice Gillies.) (171, 879, 318, 897)
legal-text: In the matter of the Companies Acts, 1862 and 1867, and of the New Zealand Coal and Oil Company (Limited). THE Creditors of the above-named Company are required, on or before the 1st day of July, 1875, to send their names and addresses, and the particulars of their debts and claims, to the Liquidators of the said Company. (958, 1016, 1103, 1106)
lost-title: Lost and Found (958, 489, 1103, 501)
news-paragraph: Messrs. Offen's cotton mill at Oldham, containing 34,000 spindles, has been burned down. The damage is estimated at £15,000. (13, 465, 161, 506)
dunedin-dateline: DUNEDIN, May 5. (328, 104, 476, 113)
column-notices (638, 44, 795, 1488)
retiring-head: RETIRING FROM BUSINESS. (800, 368, 948, 398)
news-paragraph: A number of destructive fires have occurred. The Advocate's Library, Edinburgh, was partly burnt. Killeen House, Camberwell-town, on the eve of the completion of extensive additions, was partially destroyed. Part of the manufactory of Mr. Scrimgeour, Dundee, was burned, with a loss of £40,000. An old mill in the heart of Bradford, inhabited by several families, was destroyed, the damage being £7000. (13, 280, 161, 394)
section-rule (13, 1883, 161, 1886)
council-section-body (171, 461, 318, 513)
news-paragraph: The German Government has prohibited the export of horses, owing to an attempt on the part of France to purchase 10,000 to reorganise her cavalry. (13, 1542, 161, 1583)
news-dateline: DUNEDIN, Tuesday. (13, 112, 161, 121)
legal-head: ORDER OF JUDGE. (958, 893, 1103, 903)
